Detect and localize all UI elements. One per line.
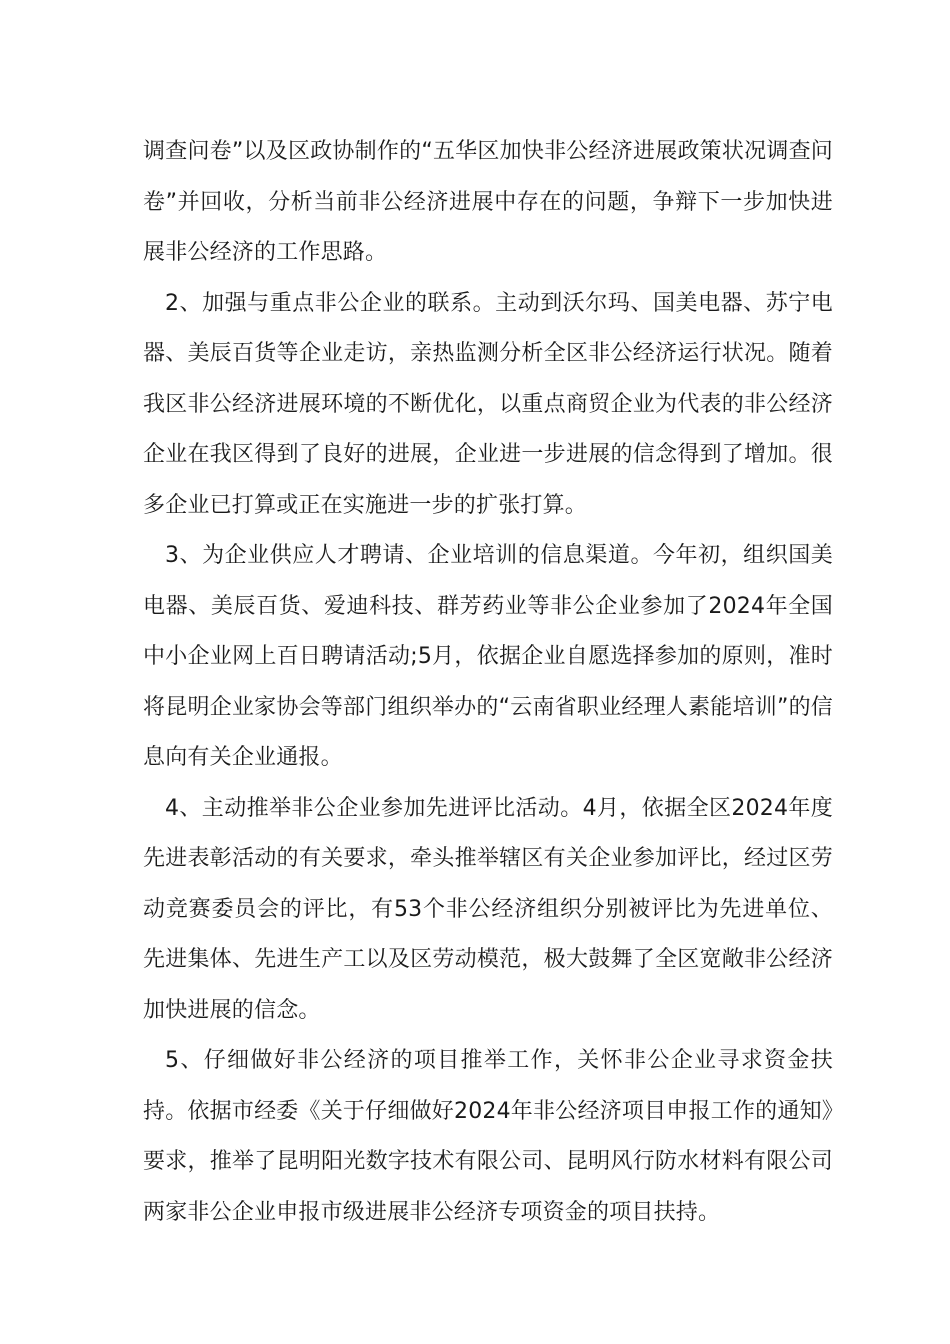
- paragraph-survey-continued: 调查问卷”以及区政协制作的“五华区加快非公经济进展政策状况调查问卷”并回收，分析当前非公经济进展中存在的问题，争辩下一步加快进展非公经济的工作思路。: [143, 139, 833, 265]
- paragraph-talent-recruitment: 3、为企业供应人才聘请、企业培训的信息渠道。今年初，组织国美电器、美辰百货、爱迪科技、群芳药业等非公企业参加了2024年全国中小企业网上百日聘请活动;5月，依据企业自愿选择参加的原则，准时将昆明企业家协会等部门组织举办的“云南省职业经理人素能培训”的信息向有关企业通报。: [143, 543, 833, 770]
- paragraph-key-enterprise-contact: 2、加强与重点非公企业的联系。主动到沃尔玛、国美电器、苏宁电器、美辰百货等企业走访，亲热监测分析全区非公经济运行状况。随着我区非公经济进展环境的不断优化，以重点商贸企业为代表的非公经济企业在我区得到了良好的进展，企业进一步进展的信念得到了增加。很多企业已打算或正在实施进一步的扩张打算。: [143, 290, 833, 518]
- document-body: [143, 127, 833, 1238]
- paragraph-advanced-evaluation: 4、主动推举非公企业参加先进评比活动。4月，依据全区2024年度先进表彰活动的有关要求，牵头推举辖区有关企业参加评比，经过区劳动竞赛委员会的评比，有53个非公经济组织分别被评比为先进单位、先进集体、先进生产工以及区劳动模范，极大鼓舞了全区宽敞非公经济加快进展的信念。: [143, 795, 833, 1023]
- paragraph-project-recommendation: 5、仔细做好非公经济的项目推举工作，关怀非公企业寻求资金扶持。依据市经委《关于仔细做好2024年非公经济项目申报工作的通知》要求，推举了昆明阳光数字技术有限公司、昆明风行防水材料有限公司两家非公企业申报市级进展非公经济专项资金的项目扶持。: [143, 1048, 833, 1225]
